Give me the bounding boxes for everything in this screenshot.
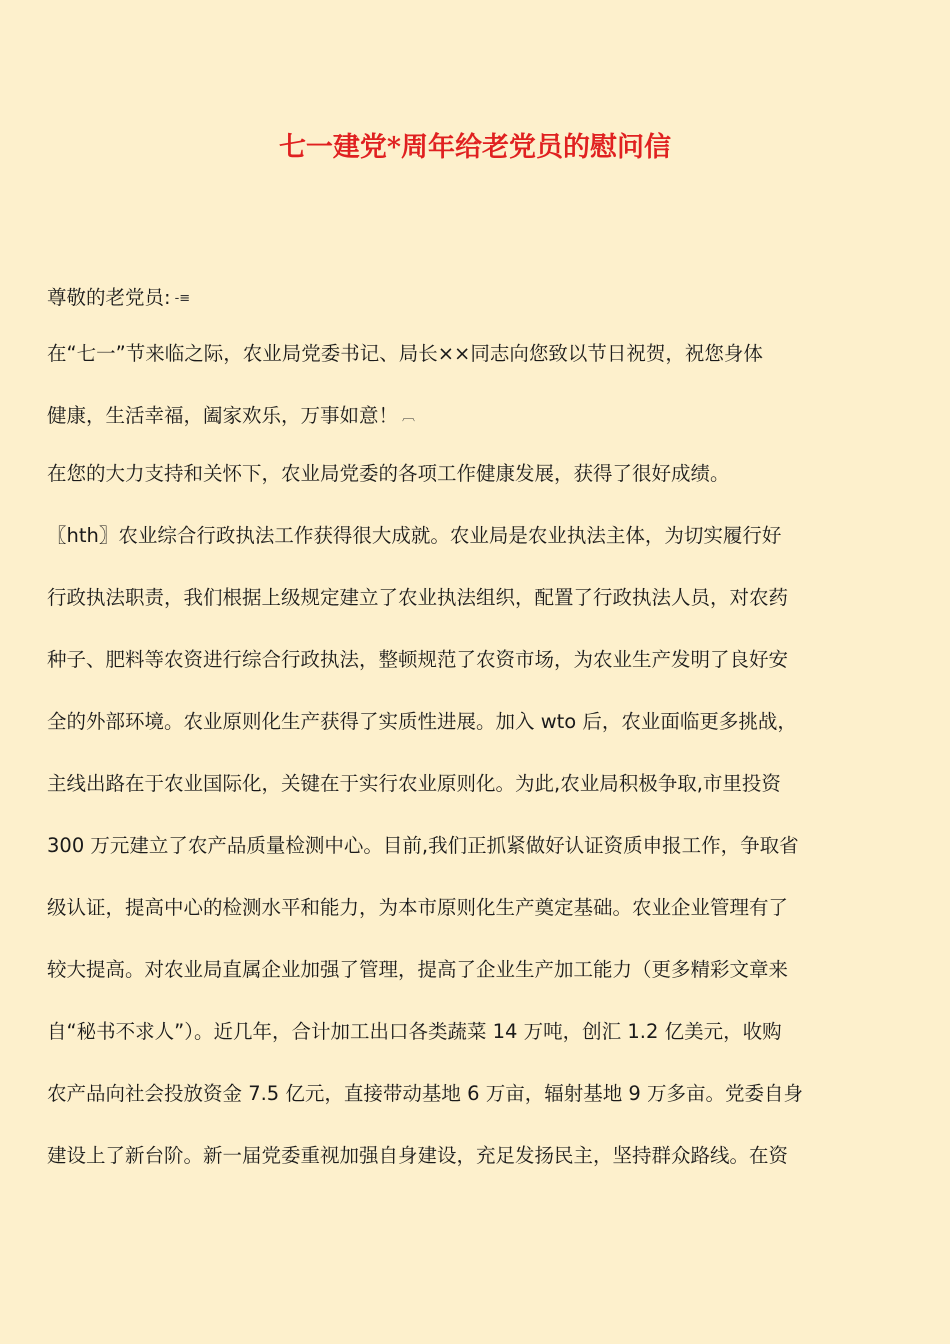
body-line: 在“七一”节来临之际，农业局党委书记、局长××同志向您致以节日祝贺，祝您身体 <box>47 342 763 365</box>
body-line: 自“秘书不求人”）。近几年，合计加工出口各类蔬菜 14 万吨，创汇 1.2 亿美元，收购 <box>47 1020 782 1043</box>
body-line: 建设上了新台阶。新一届党委重视加强自身建设，充足发扬民主，坚持群众路线。在资 <box>47 1144 789 1167</box>
document-title: 七一建党*周年给老党员的慰问信 <box>278 132 672 163</box>
body-line: 在您的大力支持和关怀下，农业局党委的各项工作健康发展，获得了很好成绩。 <box>47 462 730 485</box>
body-line: 种子、肥料等农资进行综合行政执法，整顿规范了农资市场，为农业生产发明了良好安 <box>47 648 789 671</box>
salutation-line <box>47 284 907 313</box>
body-line-text: 健康，生活幸福，阖家欢乐，万事如意！ <box>47 404 399 427</box>
body-line: 行政执法职责，我们根据上级规定建立了农业执法组织，配置了行政执法人员，对农药 <box>47 586 789 609</box>
body-line: 级认证，提高中心的检测水平和能力，为本市原则化生产奠定基础。农业企业管理有了 <box>47 896 789 919</box>
salutation-mark: -≡ <box>174 290 191 306</box>
body-line: 全的外部环境。农业原则化生产获得了实质性进展。加入 wto 后，农业面临更多挑战， <box>47 710 797 733</box>
body-line: 〖hth〗农业综合行政执法工作获得很大成就。农业局是农业执法主体，为切实履行好 <box>47 524 782 547</box>
line-mark: ︹ <box>402 408 416 424</box>
body-line: 农产品向社会投放资金 7.5 亿元，直接带动基地 6 万亩，辐射基地 9 万多亩。党委自身 <box>47 1082 804 1105</box>
body-line: 较大提高。对农业局直属企业加强了管理，提高了企业生产加工能力（更多精彩文章来 <box>47 958 789 981</box>
body-line <box>47 402 907 431</box>
body-line: 主线出路在于农业国际化，关键在于实行农业原则化。为此,农业局积极争取,市里投资 <box>47 772 781 795</box>
body-line: 300 万元建立了农产品质量检测中心。目前,我们正抓紧做好认证资质申报工作，争取省 <box>47 834 799 857</box>
salutation: 尊敬的老党员: <box>47 286 171 309</box>
